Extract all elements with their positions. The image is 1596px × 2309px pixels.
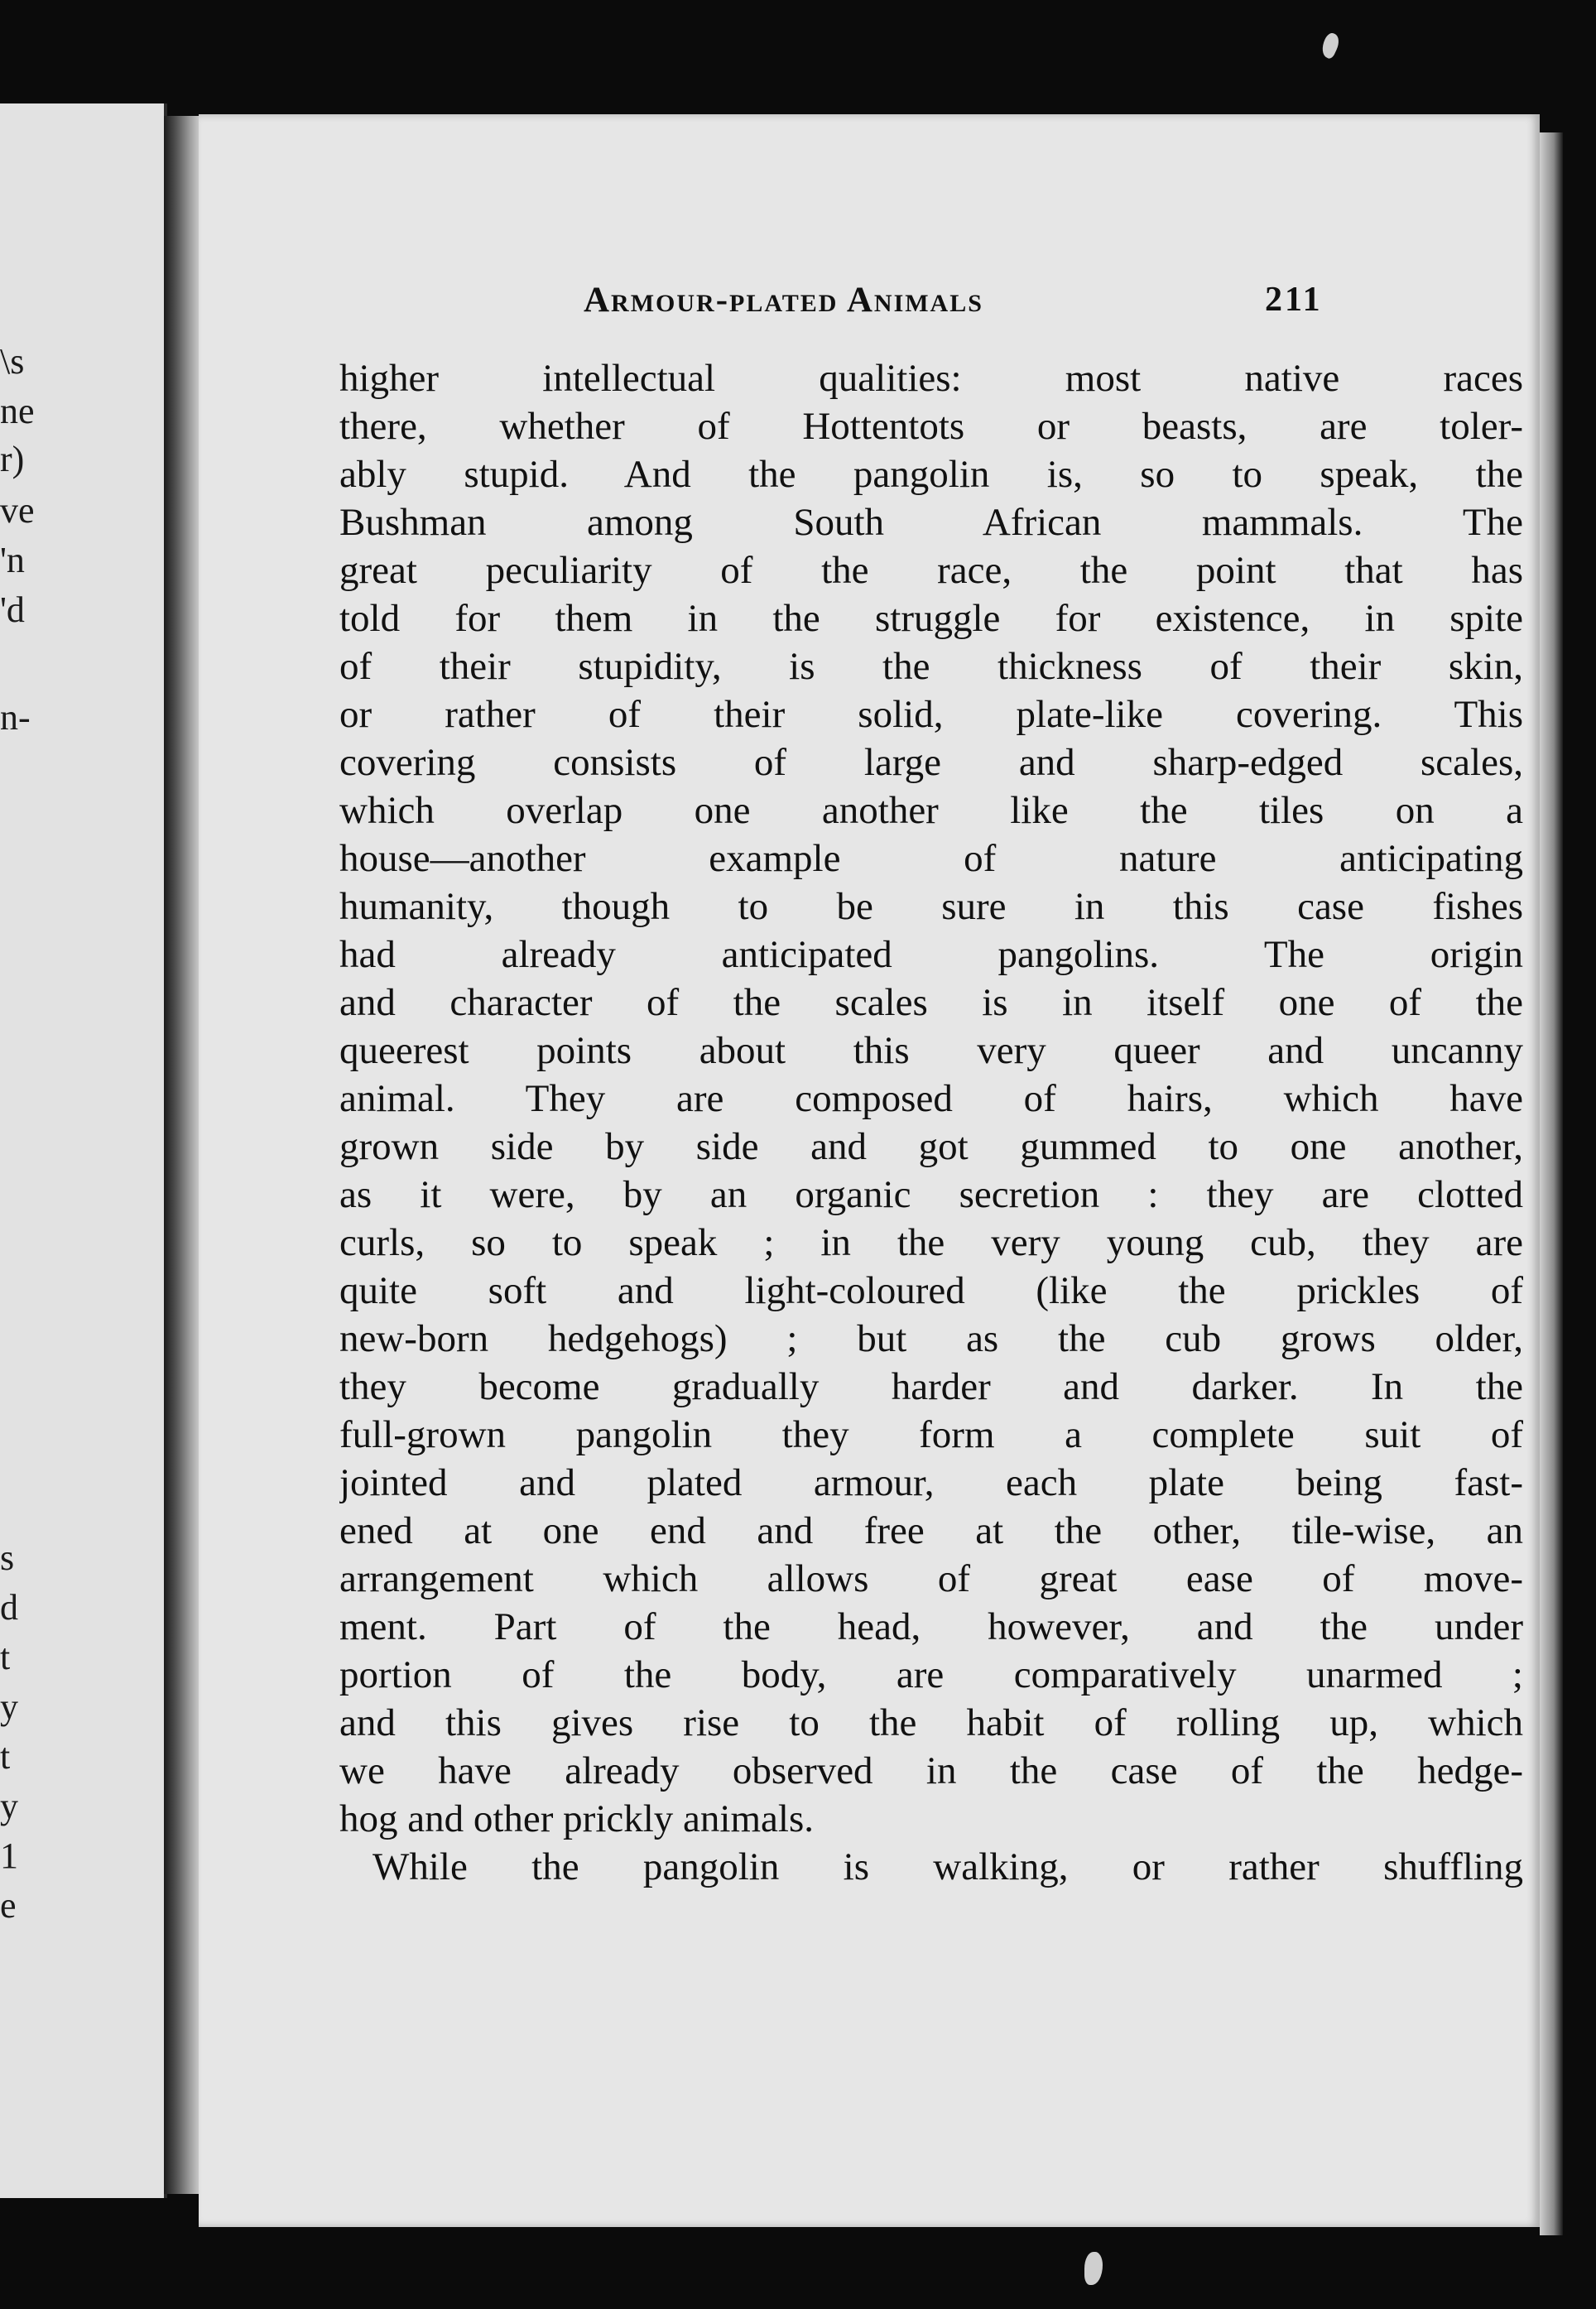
previous-page-text-fragment: 1: [0, 1835, 18, 1876]
scan-speck: [1084, 2252, 1103, 2285]
previous-page-text-fragment: 'd: [0, 589, 25, 630]
previous-page-text-fragment: t: [0, 1637, 11, 1677]
previous-page-text-fragment: y: [0, 1686, 18, 1727]
previous-page-text-fragment: t: [0, 1736, 11, 1777]
running-head: [199, 280, 1540, 330]
text-line: which overlap one another like the tiles on a: [339, 789, 1523, 832]
text-line: they become gradually harder and darker. In the: [339, 1365, 1523, 1408]
page-edge-shadow: [1540, 132, 1563, 2235]
body-text: [339, 354, 1523, 1891]
text-line: new-born hedgehogs) ; but as the cub grows older,: [339, 1317, 1523, 1360]
text-line: hog and other prickly animals.: [339, 1797, 814, 1840]
previous-page-text-fragment: ne: [0, 391, 35, 431]
previous-page-text-fragment: 'n: [0, 540, 25, 580]
scan-speck: [1319, 31, 1343, 60]
previous-page-text-fragment: n-: [0, 697, 31, 738]
text-line: grown side by side and got gummed to one another,: [339, 1125, 1523, 1168]
text-line: animal. They are composed of hairs, which have: [339, 1077, 1523, 1120]
text-line: full-grown pangolin they form a complete suit of: [339, 1413, 1523, 1456]
text-line: curls, so to speak ; in the very young cub, they are: [339, 1221, 1523, 1264]
text-line: queerest points about this very queer and uncanny: [339, 1029, 1523, 1072]
text-line: covering consists of large and sharp-edged scales,: [339, 741, 1523, 784]
running-title: Armour-plated Animals: [584, 281, 983, 320]
text-line: higher intellectual qualities: most native races: [339, 357, 1523, 400]
text-line: and character of the scales is in itself one of the: [339, 981, 1523, 1024]
book-page: [199, 114, 1540, 2227]
text-line: quite soft and light-coloured (like the prickles of: [339, 1269, 1523, 1312]
text-line: house—another example of nature anticipating: [339, 837, 1523, 880]
previous-page-text-fragment: r): [0, 439, 25, 479]
text-line: we have already observed in the case of the hedge-: [339, 1749, 1523, 1792]
text-line: and this gives rise to the habit of rolling up, which: [339, 1701, 1523, 1744]
previous-page-text-fragment: d: [0, 1587, 18, 1628]
previous-page-text-fragment: e: [0, 1885, 17, 1926]
text-line: arrangement which allows of great ease of move-: [339, 1557, 1523, 1600]
text-line: told for them in the struggle for existence, in spite: [339, 597, 1523, 640]
page-number: 211: [1265, 281, 1323, 319]
text-line: great peculiarity of the race, the point that has: [339, 549, 1523, 592]
text-line: humanity, though to be sure in this case fishes: [339, 885, 1523, 928]
book-gutter: [164, 116, 200, 2194]
previous-page-text-fragment: s: [0, 1537, 15, 1578]
text-line: as it were, by an organic secretion : they are clotted: [339, 1173, 1523, 1216]
previous-page-text-fragment: ve: [0, 490, 35, 531]
text-line: had already anticipated pangolins. The origin: [339, 933, 1523, 976]
previous-page-text-fragment: \s: [0, 341, 25, 382]
text-line: ably stupid. And the pangolin is, so to speak, the: [339, 453, 1523, 496]
previous-page-text-fragment: y: [0, 1786, 18, 1826]
text-line: ment. Part of the head, however, and the under: [339, 1605, 1523, 1648]
text-line: Bushman among South African mammals. The: [339, 501, 1523, 544]
text-line: portion of the body, are comparatively unarmed ;: [339, 1653, 1523, 1696]
text-line: While the pangolin is walking, or rather shuffling: [373, 1845, 1523, 1888]
text-line: there, whether of Hottentots or beasts, are toler-: [339, 405, 1523, 448]
text-line: of their stupidity, is the thickness of their skin,: [339, 645, 1523, 688]
text-line: ened at one end and free at the other, tile-wise, an: [339, 1509, 1523, 1552]
previous-page-edge: [0, 103, 167, 2198]
text-line: jointed and plated armour, each plate being fast-: [339, 1461, 1523, 1504]
text-line: or rather of their solid, plate-like covering. This: [339, 693, 1523, 736]
